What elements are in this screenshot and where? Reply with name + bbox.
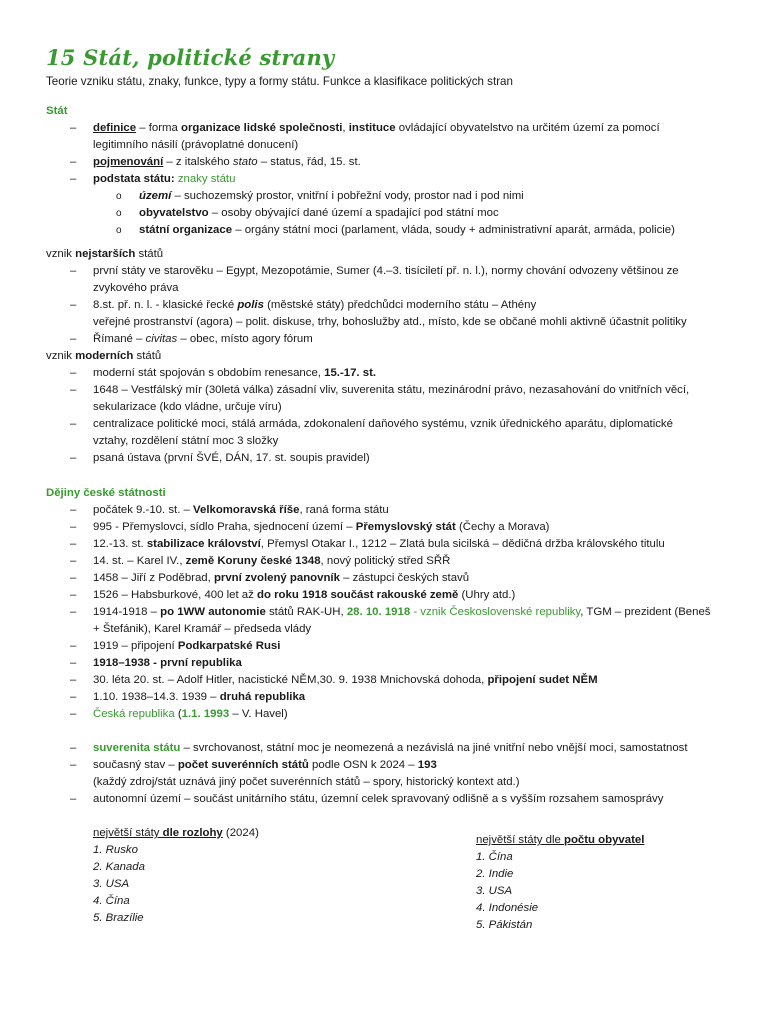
largest-by-area-list	[93, 825, 259, 927]
list-item: 1. Čína	[476, 851, 513, 863]
largest-by-population-list	[476, 832, 644, 934]
dash-marker: –	[70, 742, 77, 754]
section-heading-modern: vznik moderních států	[46, 350, 162, 362]
section-modern-states	[46, 348, 736, 467]
dash-marker: –	[70, 418, 77, 430]
dash-marker: –	[70, 640, 77, 652]
dash-marker: –	[70, 265, 77, 277]
dash-marker: –	[70, 538, 77, 550]
list-item: – první státy ve starověku – Egypt, Mezopotámie, Sumer (4.–3. tisíciletí př. n. l.), normy chování odvozeny většinou ze zvykového práva	[70, 265, 679, 294]
dash-marker: –	[70, 555, 77, 567]
list-item: – současný stav – počet suverénních států podle OSN k 2024 – 193 (každý zdroj/stát uznává jiný počet suverénních států – spory, historický kontext atd.)	[70, 759, 520, 788]
list-item: – moderní stát spojován s obdobím renesance, 15.-17. st.	[46, 365, 736, 382]
dash-marker: –	[70, 504, 77, 516]
section-oldest-states	[46, 246, 736, 348]
dash-marker: –	[70, 606, 77, 618]
list-item: – počátek 9.-10. st. – Velkomoravská říše, raná forma státu	[46, 502, 736, 519]
list-item: – 995 - Přemyslovci, sídlo Praha, sjednocení území – Přemyslovský stát (Čechy a Morava)	[46, 519, 736, 536]
dash-marker: –	[70, 122, 77, 134]
list-item: – Česká republika (1.1. 1993 – V. Havel)	[46, 706, 736, 723]
list-item: – suverenita státu – svrchovanost, státní moc je neomezená a nezávislá na jiné vnitřní nebo vnější moci, samostatnost	[46, 740, 736, 757]
sub-list-item: o státní organizace – orgány státní moci (parlament, vláda, soudy + administrativní aparát, armáda, policie)	[46, 222, 736, 239]
section-heading-oldest: vznik nejstarších států	[46, 248, 164, 260]
section-czech-history	[46, 485, 736, 723]
section-sovereignty	[46, 740, 736, 808]
section-heading-history: Dějiny české státnosti	[46, 487, 166, 499]
dash-marker: –	[70, 691, 77, 703]
page-title: 15 Stát, politické strany	[46, 45, 335, 70]
list-item: – 1648 – Vestfálský mír (30letá válka) zásadní vliv, suverenita státu, mezinárodní právo, nezasahování do vnitřních věcí, sekularizace (kdo vládne, určuje víru)	[70, 384, 690, 413]
list-item: – centralizace politické moci, stálá armáda, zdokonalení daňového systému, vznik úřednického aparátu, diplomatické vztahy, rozdělení státní moc 3 složky	[70, 418, 673, 447]
bullet-marker: o	[116, 191, 122, 202]
dash-marker: –	[70, 657, 77, 669]
list-item: – 30. léta 20. st. – Adolf Hitler, nacistické NĚM,30. 9. 1938 Mnichovská dohoda, připojení sudet NĚM	[46, 672, 736, 689]
list-item: – 1918–1938 - první republika	[46, 655, 736, 672]
list-item: – 1.10. 1938–14.3. 1939 – druhá republika	[46, 689, 736, 706]
list-item: – 1919 – připojení Podkarpatské Rusi	[46, 638, 736, 655]
dash-marker: –	[70, 333, 77, 345]
list-item: – 12.-13. st. stabilizace království, Přemysl Otakar I., 1212 – Zlatá bula sicilská – dědičná držba královského titulu	[46, 536, 736, 553]
dash-marker: –	[70, 708, 77, 720]
list-item: – autonomní území – součást unitárního státu, územní celek spravovaný odlišně a s vyšším rozsahem samosprávy	[46, 791, 736, 808]
list-item: – definice – forma organizace lidské společnosti, instituce ovládající obyvatelstvo na určitém území za pomocí legitimního násilí (právoplatné donucení)	[70, 122, 660, 151]
list-item: – Římané – civitas – obec, místo agory fórum	[46, 331, 736, 348]
list-item: – 8.st. př. n. l. - klasické řecké polis (městské státy) předchůdci moderního státu – Athény veřejné prostranství (agora) – polit. diskuse, trhy, bohoslužby atd., místo, kde se občané mohli aktivně účastnit politiky	[70, 299, 687, 328]
section-heading-stat: Stát	[46, 105, 68, 117]
list-item: – pojmenování – z italského stato – status, řád, 15. st.	[46, 154, 736, 171]
dash-marker: –	[70, 793, 77, 805]
list-item: 2. Kanada	[93, 861, 145, 873]
bullet-marker: o	[116, 225, 122, 236]
list-item: – 1914-1918 – po 1WW autonomie států RAK-UH, 28. 10. 1918 - vznik Československé republiky, TGM – prezident (Beneš + Štefánik), Karel Kramář – předseda vlády	[70, 606, 711, 635]
sub-list-item: o obyvatelstvo – osoby obývající dané území a spadající pod státní moc	[46, 205, 736, 222]
list-heading-area: největší státy dle rozlohy (2024)	[93, 827, 259, 839]
list-item: 5. Brazílie	[93, 912, 144, 924]
dash-marker: –	[70, 299, 77, 311]
list-item: 4. Indonésie	[476, 902, 539, 914]
dash-marker: –	[70, 674, 77, 686]
list-item: – 1458 – Jiří z Poděbrad, první zvolený panovník – zástupci českých stavů	[46, 570, 736, 587]
dash-marker: –	[70, 572, 77, 584]
list-item: – 1526 – Habsburkové, 400 let až do roku 1918 součást rakouské země (Uhry atd.)	[46, 587, 736, 604]
list-heading-population: největší státy dle počtu obyvatel	[476, 834, 645, 846]
dash-marker: –	[70, 384, 77, 396]
sub-list-item: o území – suchozemský prostor, vnitřní i pobřežní vody, prostor nad i pod nimi	[46, 188, 736, 205]
list-item: 4. Čína	[93, 895, 130, 907]
list-item: 3. USA	[476, 885, 513, 897]
bullet-marker: o	[116, 208, 122, 219]
dash-marker: –	[70, 759, 77, 771]
dash-marker: –	[70, 173, 77, 185]
section-stat	[46, 103, 736, 239]
dash-marker: –	[70, 367, 77, 379]
list-item: – podstata státu: znaky státu	[46, 171, 736, 188]
list-item: 3. USA	[93, 878, 130, 890]
dash-marker: –	[70, 156, 77, 168]
page-subtitle: Teorie vzniku státu, znaky, funkce, typy a formy státu. Funkce a klasifikace politických stran	[46, 75, 513, 88]
dash-marker: –	[70, 521, 77, 533]
dash-marker: –	[70, 589, 77, 601]
list-item: 2. Indie	[476, 868, 514, 880]
list-item: 5. Pákistán	[476, 919, 533, 931]
list-item: – 14. st. – Karel IV., země Koruny české 1348, nový politický střed SŘŘ	[46, 553, 736, 570]
list-item: 1. Rusko	[93, 844, 138, 856]
dash-marker: –	[70, 452, 77, 464]
list-item: – psaná ústava (první ŠVÉ, DÁN, 17. st. soupis pravidel)	[46, 450, 736, 467]
